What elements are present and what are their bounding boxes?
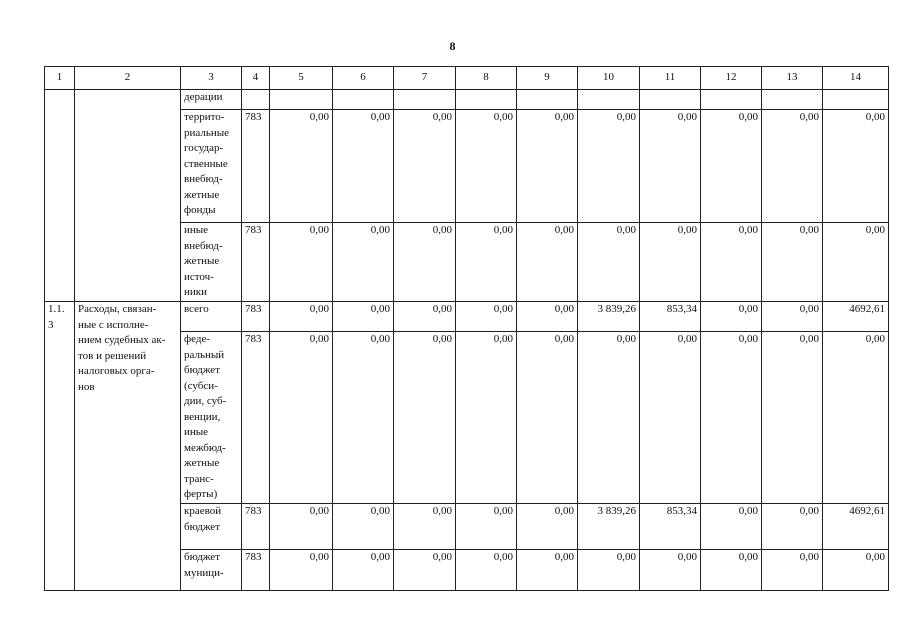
value-cell: 0,00 <box>640 550 701 591</box>
value-cell: 0,00 <box>517 332 578 504</box>
value-cell: 853,34 <box>640 302 701 332</box>
text-line: всего <box>184 303 209 315</box>
value-cell: 0,00 <box>701 223 762 302</box>
text-line: налоговых орга- <box>78 365 155 377</box>
value-cell: 0,00 <box>333 110 394 223</box>
column-header: 13 <box>762 67 823 90</box>
row-label <box>181 223 242 302</box>
value-cell: 0,00 <box>333 302 394 332</box>
empty-cell <box>823 90 889 110</box>
value-cell: 4692,61 <box>823 504 889 550</box>
value-cell: 0,00 <box>517 504 578 550</box>
column-header: 10 <box>578 67 640 90</box>
value-cell: 0,00 <box>640 110 701 223</box>
value-cell: 0,00 <box>762 302 823 332</box>
column-header: 11 <box>640 67 701 90</box>
value-cell: 0,00 <box>394 110 456 223</box>
empty-cell <box>270 90 333 110</box>
text-line: ные с исполне- <box>78 318 149 331</box>
section-index <box>45 302 75 591</box>
row-label <box>181 302 242 332</box>
value-cell: 0,00 <box>762 332 823 504</box>
value-cell: 0,00 <box>270 504 333 550</box>
column-header: 6 <box>333 67 394 90</box>
text-line: бюджет <box>184 520 220 533</box>
text-line: жетные <box>184 457 220 469</box>
value-cell: 0,00 <box>333 550 394 591</box>
value-cell: 0,00 <box>701 504 762 550</box>
value-cell: 0,00 <box>517 302 578 332</box>
value-cell: 0,00 <box>762 110 823 223</box>
text-line: жетные <box>184 255 220 267</box>
value-cell: 0,00 <box>701 550 762 591</box>
value-cell: 0,00 <box>456 550 517 591</box>
empty-cell <box>578 90 640 110</box>
text-line: иные <box>184 224 209 236</box>
value-cell: 0,00 <box>762 504 823 550</box>
column-header: 4 <box>242 67 270 90</box>
value-cell: 0,00 <box>270 223 333 302</box>
value-cell: 0,00 <box>270 550 333 591</box>
text-line: риальные <box>184 126 230 139</box>
value-cell: 0,00 <box>394 504 456 550</box>
column-header: 5 <box>270 67 333 90</box>
text-line: иные <box>184 426 209 438</box>
row-label <box>181 90 242 110</box>
value-cell: 0,00 <box>823 110 889 223</box>
blank-cell <box>45 90 75 302</box>
text-line: муници- <box>184 566 224 579</box>
empty-cell <box>333 90 394 110</box>
value-cell: 0,00 <box>394 223 456 302</box>
column-header: 2 <box>75 67 181 90</box>
text-line: тов и решений <box>78 349 147 362</box>
value-cell: 0,00 <box>270 110 333 223</box>
text-line: нием судебных ак- <box>78 334 166 346</box>
value-cell: 0,00 <box>701 332 762 504</box>
column-header: 3 <box>181 67 242 90</box>
empty-cell <box>394 90 456 110</box>
empty-cell <box>640 90 701 110</box>
value-cell: 0,00 <box>333 332 394 504</box>
budget-table <box>44 66 889 591</box>
text-line: нов <box>78 380 95 393</box>
page-number: 8 <box>449 39 456 53</box>
value-cell: 0,00 <box>823 332 889 504</box>
text-line: источ- <box>184 270 214 283</box>
value-cell: 0,00 <box>456 504 517 550</box>
value-cell: 0,00 <box>517 223 578 302</box>
row-label <box>181 332 242 504</box>
value-cell: 0,00 <box>394 302 456 332</box>
text-line: дии, суб- <box>184 395 227 407</box>
text-line: (субси- <box>184 379 218 392</box>
text-line: 3 <box>48 318 54 331</box>
value-cell: 3 839,26 <box>578 504 640 550</box>
column-header: 14 <box>823 67 889 90</box>
value-cell: 0,00 <box>578 332 640 504</box>
value-cell: 0,00 <box>333 504 394 550</box>
value-cell: 0,00 <box>701 110 762 223</box>
value-cell: 0,00 <box>640 223 701 302</box>
blank-cell <box>75 90 181 302</box>
code-cell: 783 <box>242 302 270 332</box>
value-cell: 4692,61 <box>823 302 889 332</box>
value-cell: 0,00 <box>456 332 517 504</box>
row-label <box>181 550 242 591</box>
value-cell: 0,00 <box>701 302 762 332</box>
empty-cell <box>762 90 823 110</box>
text-line: фонды <box>184 204 216 216</box>
value-cell: 0,00 <box>333 223 394 302</box>
text-line: бюджет <box>184 551 220 563</box>
empty-cell <box>701 90 762 110</box>
code-cell: 783 <box>242 110 270 223</box>
text-line: внебюд- <box>184 173 223 185</box>
text-line: Расходы, связан- <box>78 303 157 315</box>
value-cell: 0,00 <box>394 332 456 504</box>
code-cell: 783 <box>242 223 270 302</box>
empty-cell <box>517 90 578 110</box>
column-header: 1 <box>45 67 75 90</box>
value-cell: 0,00 <box>394 550 456 591</box>
text-line: ферты) <box>184 488 218 500</box>
code-cell: 783 <box>242 550 270 591</box>
value-cell: 0,00 <box>823 550 889 591</box>
table-row <box>45 302 889 332</box>
value-cell: 0,00 <box>578 223 640 302</box>
code-cell: 783 <box>242 504 270 550</box>
text-line: венции, <box>184 410 221 423</box>
value-cell: 0,00 <box>640 332 701 504</box>
value-cell: 0,00 <box>762 223 823 302</box>
empty-cell <box>456 90 517 110</box>
text-line: террито- <box>184 111 225 123</box>
text-line: дерации <box>184 91 223 103</box>
text-line: ственные <box>184 157 228 170</box>
text-line: внебюд- <box>184 239 223 252</box>
value-cell: 0,00 <box>517 110 578 223</box>
header-row <box>45 67 889 90</box>
column-header: 12 <box>701 67 762 90</box>
value-cell: 853,34 <box>640 504 701 550</box>
value-cell: 0,00 <box>456 302 517 332</box>
column-header: 8 <box>456 67 517 90</box>
value-cell: 0,00 <box>456 223 517 302</box>
text-line: 1.1. <box>48 303 65 315</box>
code-cell: 783 <box>242 332 270 504</box>
text-line: феде- <box>184 333 211 345</box>
value-cell: 0,00 <box>823 223 889 302</box>
value-cell: 0,00 <box>578 550 640 591</box>
value-cell: 0,00 <box>578 110 640 223</box>
value-cell: 0,00 <box>456 110 517 223</box>
row-label <box>181 110 242 223</box>
column-header: 9 <box>517 67 578 90</box>
section-name <box>75 302 181 591</box>
table-row <box>45 90 889 110</box>
text-line: межбюд- <box>184 441 226 454</box>
text-line: ники <box>184 286 208 298</box>
empty-cell <box>242 90 270 110</box>
text-line: транс- <box>184 472 214 485</box>
value-cell: 0,00 <box>270 302 333 332</box>
value-cell: 0,00 <box>517 550 578 591</box>
text-line: бюджет <box>184 364 220 376</box>
row-label <box>181 504 242 550</box>
value-cell: 0,00 <box>270 332 333 504</box>
value-cell: 3 839,26 <box>578 302 640 332</box>
text-line: государ- <box>184 142 224 154</box>
value-cell: 0,00 <box>762 550 823 591</box>
text-line: ральный <box>184 348 225 361</box>
text-line: краевой <box>184 505 222 517</box>
column-header: 7 <box>394 67 456 90</box>
text-line: жетные <box>184 188 220 201</box>
